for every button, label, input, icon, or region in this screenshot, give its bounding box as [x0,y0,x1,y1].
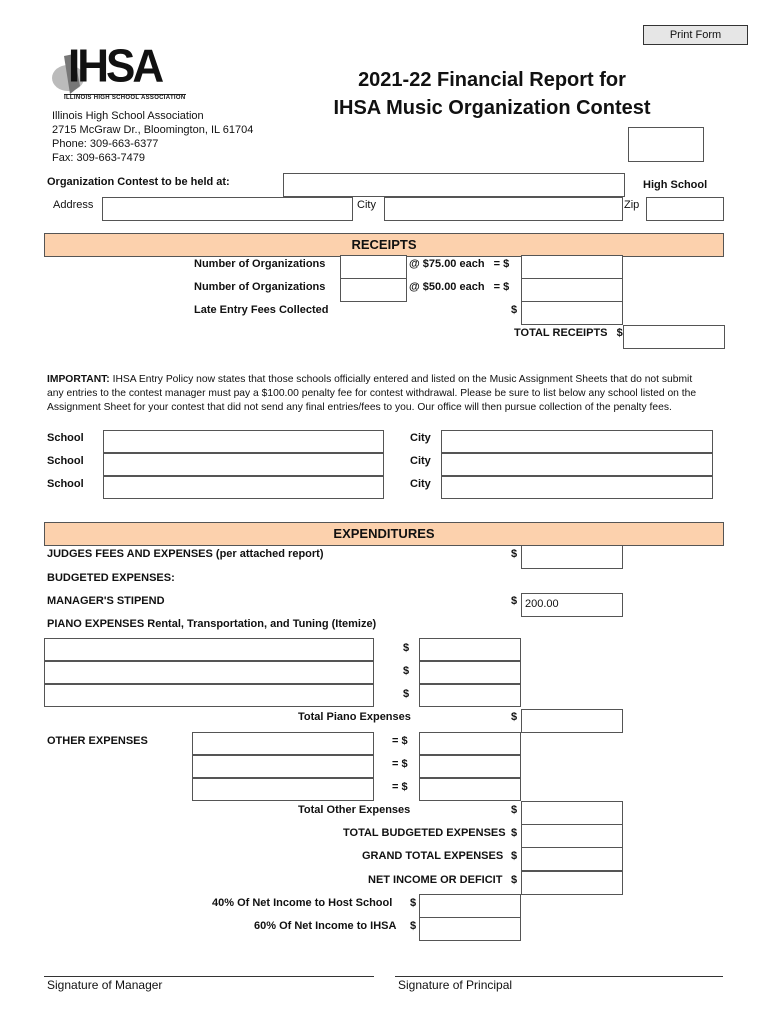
total-piano-label: Total Piano Expenses [298,711,411,723]
address-field[interactable] [102,197,353,221]
title-line1: 2021-22 Financial Report for [358,69,626,91]
other-equals-3: = $ [392,781,408,793]
manager-signature-line[interactable] [44,976,374,977]
num-orgs-75-field[interactable] [340,255,407,279]
other-equals-2: = $ [392,758,408,770]
late-fees-dollar: $ [511,304,518,316]
ihsa-share-field[interactable] [419,917,521,941]
piano-item-field-3[interactable] [44,684,374,707]
host-share-dollar: $ [410,897,417,909]
amount-50-field[interactable] [521,278,623,302]
piano-amount-field-3[interactable] [419,684,521,707]
total-other-field[interactable] [521,801,623,825]
receipts-header: RECEIPTS [44,233,724,257]
piano-amount-field-1[interactable] [419,638,521,661]
host-share-field[interactable] [419,894,521,918]
grand-total-field[interactable] [521,847,623,871]
rate-75-label [409,258,509,271]
org-address: 2715 McGraw Dr., Bloomington, IL 61704 [52,124,254,136]
school-field-3[interactable] [103,476,384,499]
host-school-field[interactable] [283,173,625,197]
piano-dollar-3: $ [403,688,410,700]
grand-total-dollar: $ [511,850,518,862]
corner-box-field[interactable] [628,127,704,162]
other-amount-field-3[interactable] [419,778,521,801]
rate-75-text: @ $75.00 each [409,258,485,270]
important-note [47,373,697,415]
logo-text: IHSA [68,40,162,93]
org-fax: Fax: 309-663-7479 [52,152,145,164]
other-label: OTHER EXPENSES [47,735,148,747]
held-at-label: Organization Contest to be held at: [47,176,230,188]
org-name: Illinois High School Association [52,110,204,122]
city-field-1[interactable] [441,430,713,453]
judges-label: JUDGES FEES AND EXPENSES (per attached report) [47,548,324,560]
city-label: City [357,199,376,211]
print-form-button[interactable]: Print Form [643,25,748,45]
total-receipts-dollar: $ [616,327,623,339]
rate-50-label [409,281,509,294]
logo-subtitle: ILLINOIS HIGH SCHOOL ASSOCIATION [64,95,186,101]
important-text: IHSA Entry Policy now states that those schools officially entered and listed on the Music Assignment Sheets that do not submit any entries to the contest manager must pay a $100.00 penalty fee for contest withdrawal. Please be sure to list below any school listed on the Assignment Sheet for your contest that did not send any final entries/fees to you. Our office will then pursue collection of the penalty fees. [47,374,697,413]
ihsa-share-dollar: $ [410,920,417,932]
school-label-3: School [47,478,84,490]
city-label-1: City [410,432,431,444]
principal-signature-line[interactable] [395,976,723,977]
zip-label: Zip [624,199,640,211]
title-line2: IHSA Music Organization Contest [333,97,651,119]
piano-dollar-2: $ [403,665,410,677]
total-piano-field[interactable] [521,709,623,733]
piano-dollar-1: $ [403,642,410,654]
num-orgs-75-label: Number of Organizations [194,258,326,270]
num-orgs-50-field[interactable] [340,278,407,302]
ihsa-share-label: 60% Of Net Income to IHSA [254,920,397,932]
city-field-3[interactable] [441,476,713,499]
page-title [300,66,684,122]
piano-item-field-2[interactable] [44,661,374,684]
judges-dollar: $ [511,548,518,560]
net-income-dollar: $ [511,874,518,886]
expenditures-header: EXPENDITURES [44,522,724,546]
total-piano-dollar: $ [511,711,518,723]
budgeted-label: BUDGETED EXPENSES: [47,572,175,584]
total-budgeted-dollar: $ [511,827,518,839]
city-label-3: City [410,478,431,490]
address-label: Address [53,199,94,211]
principal-signature-label: Signature of Principal [398,978,513,992]
judges-field[interactable] [521,545,623,569]
rate-75-equals: = $ [493,258,510,270]
city-field-2[interactable] [441,453,713,476]
late-fees-label: Late Entry Fees Collected [194,304,329,316]
total-receipts-text: TOTAL RECEIPTS [514,327,608,339]
net-income-field[interactable] [521,871,623,895]
other-amount-field-1[interactable] [419,732,521,755]
host-share-label: 40% Of Net Income to Host School [212,897,393,909]
high-school-label: High School [643,179,708,191]
grand-total-label: GRAND TOTAL EXPENSES [362,850,504,862]
amount-75-field[interactable] [521,255,623,279]
stipend-dollar: $ [511,595,518,607]
org-phone: Phone: 309-663-6377 [52,138,159,150]
rate-50-text: @ $50.00 each [409,281,485,293]
important-bold: IMPORTANT: [47,374,110,385]
other-equals-1: = $ [392,735,408,747]
total-receipts-field[interactable] [623,325,725,349]
total-other-dollar: $ [511,804,518,816]
manager-signature-label: Signature of Manager [47,978,163,992]
city-label-2: City [410,455,431,467]
school-label-1: School [47,432,84,444]
stipend-label: MANAGER'S STIPEND [47,595,165,607]
other-item-field-2[interactable] [192,755,374,778]
other-amount-field-2[interactable] [419,755,521,778]
city-field[interactable] [384,197,623,221]
piano-label: PIANO EXPENSES Rental, Transportation, and Tuning (Itemize) [47,618,377,630]
total-other-label: Total Other Expenses [298,804,411,816]
other-item-field-1[interactable] [192,732,374,755]
rate-50-equals: = $ [493,281,510,293]
other-item-field-3[interactable] [192,778,374,801]
school-field-2[interactable] [103,453,384,476]
ihsa-logo [50,40,190,104]
net-income-label: NET INCOME OR DEFICIT [368,874,503,886]
zip-field[interactable] [646,197,724,221]
school-field-1[interactable] [103,430,384,453]
num-orgs-50-label: Number of Organizations [194,281,326,293]
total-budgeted-field[interactable] [521,824,623,848]
total-receipts-label [514,327,623,340]
total-budgeted-label: TOTAL BUDGETED EXPENSES [343,827,506,839]
school-label-2: School [47,455,84,467]
late-fees-field[interactable] [521,301,623,325]
piano-item-field-1[interactable] [44,638,374,661]
piano-amount-field-2[interactable] [419,661,521,684]
stipend-field[interactable]: 200.00 [521,593,623,617]
